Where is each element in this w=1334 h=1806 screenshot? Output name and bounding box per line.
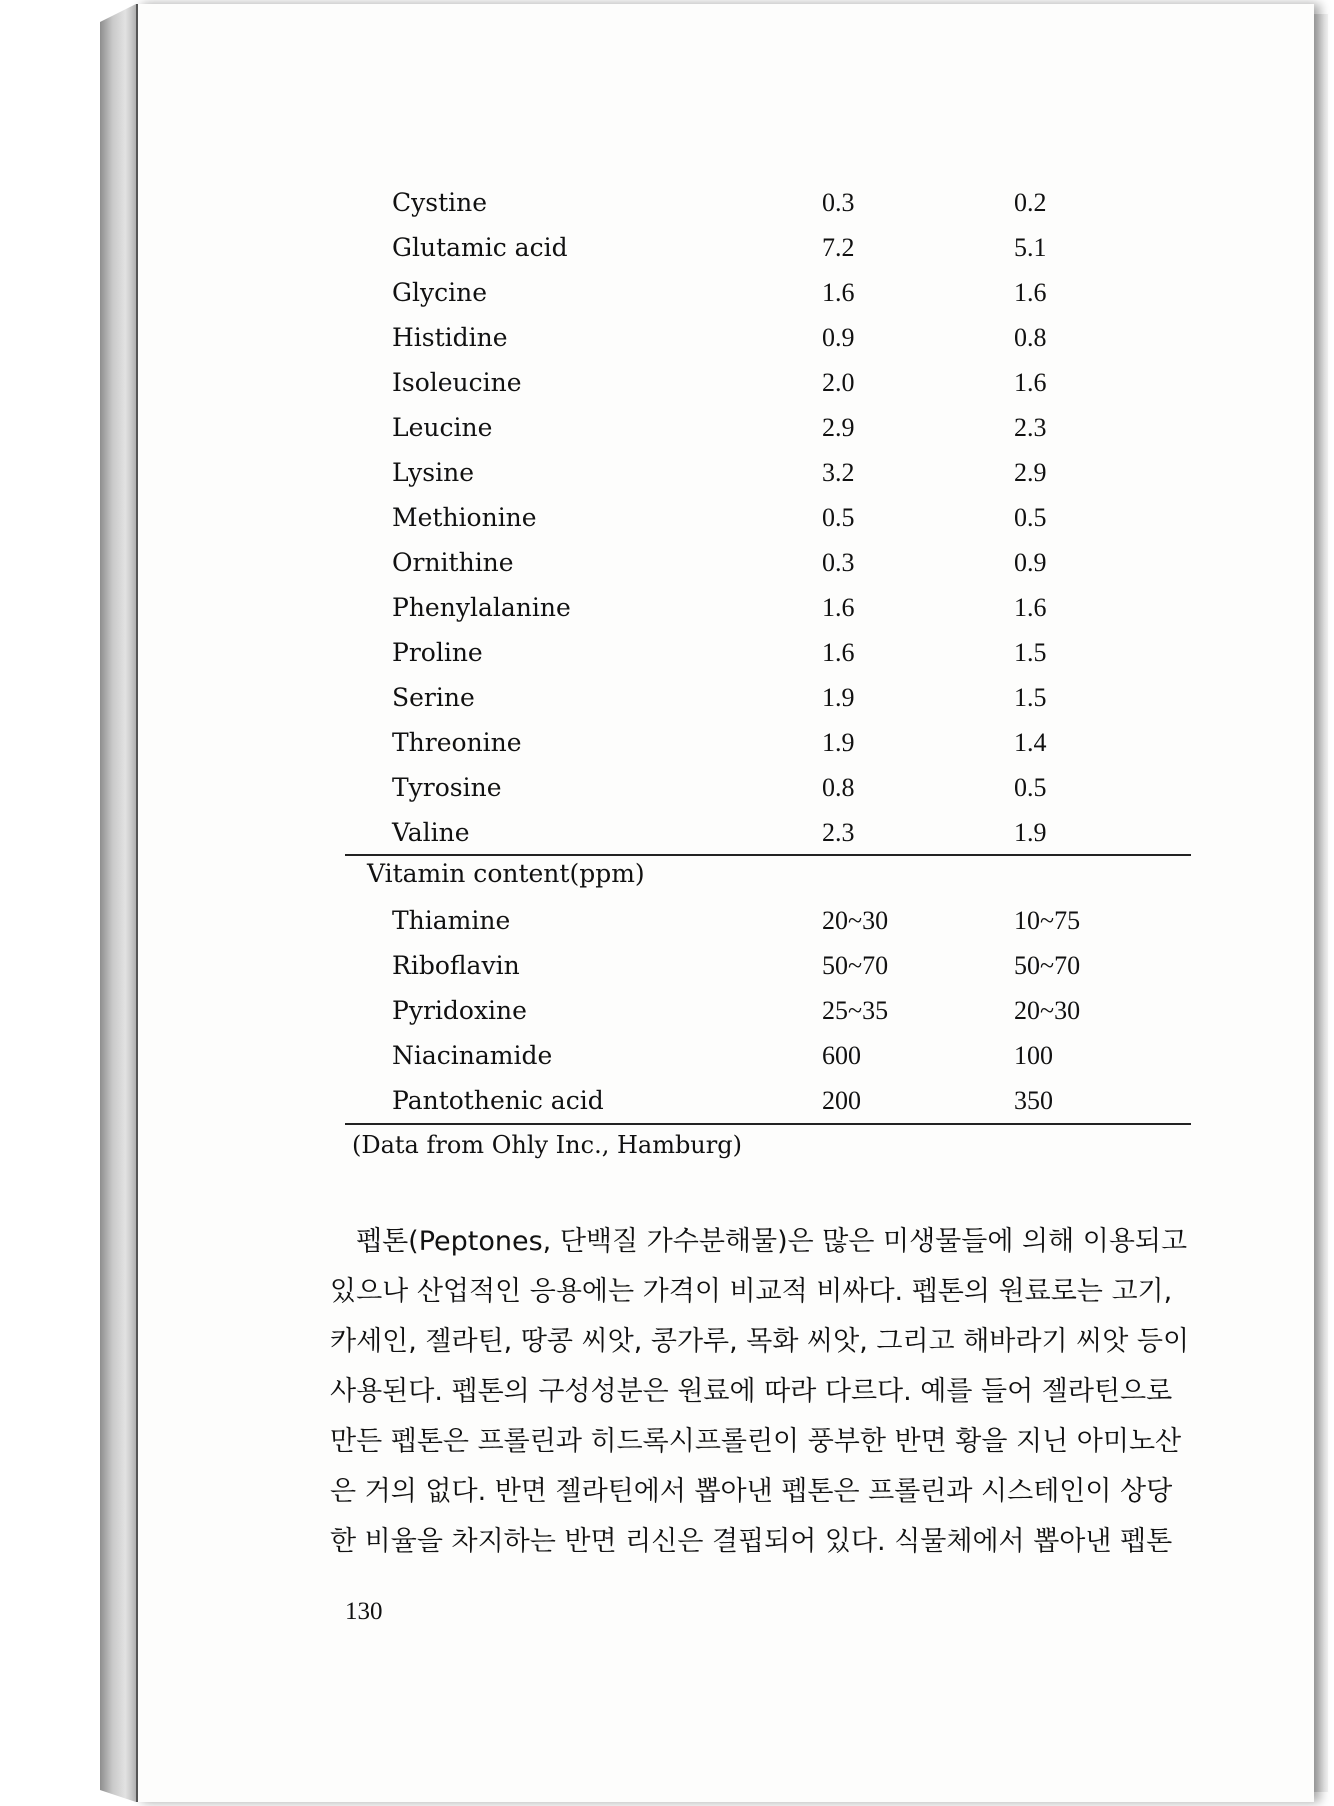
table-row bbox=[138, 988, 1314, 1033]
table-row bbox=[138, 270, 1314, 315]
row-value-2: 50~70 bbox=[1014, 951, 1081, 980]
table-row bbox=[138, 675, 1314, 720]
row-value-2: 350 bbox=[1014, 1086, 1053, 1115]
row-name: Isoleucine bbox=[392, 368, 522, 397]
row-value-2: 0.5 bbox=[1014, 503, 1047, 532]
row-name: Ornithine bbox=[392, 548, 514, 577]
table-row bbox=[138, 765, 1314, 810]
row-value-2: 1.5 bbox=[1014, 638, 1047, 667]
table-row bbox=[138, 898, 1314, 943]
row-name: Thiamine bbox=[392, 906, 511, 935]
row-name: Glycine bbox=[392, 278, 487, 307]
row-name: Histidine bbox=[392, 323, 508, 352]
table-row bbox=[138, 720, 1314, 765]
row-value-1: 3.2 bbox=[822, 458, 855, 487]
row-value-1: 2.3 bbox=[822, 818, 855, 847]
row-value-1: 600 bbox=[822, 1041, 861, 1070]
row-value-1: 1.6 bbox=[822, 278, 855, 307]
row-value-2: 5.1 bbox=[1014, 233, 1047, 262]
table-row bbox=[138, 1078, 1314, 1123]
row-value-2: 10~75 bbox=[1014, 906, 1081, 935]
row-name: Proline bbox=[392, 638, 483, 667]
row-value-2: 1.6 bbox=[1014, 368, 1047, 397]
row-value-1: 50~70 bbox=[822, 951, 889, 980]
row-value-1: 25~35 bbox=[822, 996, 889, 1025]
row-name: Tyrosine bbox=[392, 773, 502, 802]
book-spine bbox=[100, 4, 136, 1802]
row-name: Leucine bbox=[392, 413, 493, 442]
body-paragraph bbox=[330, 1217, 1200, 1567]
row-value-2: 20~30 bbox=[1014, 996, 1081, 1025]
row-value-1: 20~30 bbox=[822, 906, 889, 935]
table-row bbox=[138, 585, 1314, 630]
paragraph-line: 만든 펩톤은 프롤린과 히드록시프롤린이 풍부한 반면 황을 지닌 아미노산 bbox=[330, 1426, 1182, 1457]
row-value-1: 200 bbox=[822, 1086, 861, 1115]
table-row bbox=[138, 1033, 1314, 1078]
row-name: Cystine bbox=[392, 188, 488, 217]
row-value-1: 1.9 bbox=[822, 728, 855, 757]
table-row bbox=[138, 810, 1314, 855]
table-row bbox=[138, 630, 1314, 675]
paragraph-line: 한 비율을 차지하는 반면 리신은 결핍되어 있다. 식물체에서 뽑아낸 펩톤 bbox=[330, 1526, 1173, 1557]
row-value-2: 1.6 bbox=[1014, 593, 1047, 622]
table-row bbox=[138, 943, 1314, 988]
row-name: Pyridoxine bbox=[392, 996, 527, 1025]
table-row bbox=[138, 540, 1314, 585]
row-value-1: 0.9 bbox=[822, 323, 855, 352]
table-row bbox=[138, 360, 1314, 405]
row-value-1: 7.2 bbox=[822, 233, 855, 262]
row-value-2: 0.5 bbox=[1014, 773, 1047, 802]
row-name: Lysine bbox=[392, 458, 475, 487]
row-name: Phenylalanine bbox=[392, 593, 571, 622]
row-value-2: 0.9 bbox=[1014, 548, 1047, 577]
row-name: Glutamic acid bbox=[392, 233, 568, 262]
paragraph-line: 있으나 산업적인 응용에는 가격이 비교적 비싸다. 펩톤의 원료로는 고기, bbox=[330, 1276, 1173, 1307]
row-name: Riboflavin bbox=[392, 951, 520, 980]
row-value-1: 2.0 bbox=[822, 368, 855, 397]
row-value-1: 0.3 bbox=[822, 188, 855, 217]
row-value-1: 0.5 bbox=[822, 503, 855, 532]
row-value-2: 100 bbox=[1014, 1041, 1053, 1070]
source-note: (Data from Ohly Inc., Hamburg) bbox=[352, 1131, 742, 1159]
paragraph-line: 펩톤(Peptones, 단백질 가수분해물)은 많은 미생물들에 의해 이용되고 bbox=[356, 1226, 1188, 1257]
table-row bbox=[138, 315, 1314, 360]
row-value-2: 2.3 bbox=[1014, 413, 1047, 442]
row-name: Serine bbox=[392, 683, 475, 712]
paragraph-line: 은 거의 없다. 반면 젤라틴에서 뽑아낸 펩톤은 프롤린과 시스테인이 상당 bbox=[330, 1476, 1173, 1507]
book-page bbox=[136, 4, 1314, 1802]
row-value-2: 1.4 bbox=[1014, 728, 1047, 757]
row-name: Methionine bbox=[392, 503, 537, 532]
row-value-1: 0.8 bbox=[822, 773, 855, 802]
table-row bbox=[138, 495, 1314, 540]
row-name: Niacinamide bbox=[392, 1041, 553, 1070]
page-number: 130 bbox=[345, 1598, 383, 1625]
table-row bbox=[138, 405, 1314, 450]
row-value-1: 2.9 bbox=[822, 413, 855, 442]
row-value-2: 0.2 bbox=[1014, 188, 1047, 217]
paragraph-line: 카세인, 젤라틴, 땅콩 씨앗, 콩가루, 목화 씨앗, 그리고 해바라기 씨앗 등이 bbox=[330, 1326, 1190, 1357]
row-name: Valine bbox=[392, 818, 470, 847]
row-value-2: 1.6 bbox=[1014, 278, 1047, 307]
row-value-2: 1.9 bbox=[1014, 818, 1047, 847]
table-row bbox=[138, 450, 1314, 495]
vitamin-section-heading: Vitamin content(ppm) bbox=[367, 859, 645, 888]
table-row bbox=[138, 180, 1314, 225]
table-row bbox=[138, 225, 1314, 270]
row-value-1: 1.9 bbox=[822, 683, 855, 712]
row-value-1: 1.6 bbox=[822, 638, 855, 667]
row-name: Threonine bbox=[392, 728, 522, 757]
paragraph-line: 사용된다. 펩톤의 구성성분은 원료에 따라 다르다. 예를 들어 젤라틴으로 bbox=[330, 1376, 1173, 1407]
row-value-2: 2.9 bbox=[1014, 458, 1047, 487]
row-value-2: 0.8 bbox=[1014, 323, 1047, 352]
row-value-2: 1.5 bbox=[1014, 683, 1047, 712]
row-name: Pantothenic acid bbox=[392, 1086, 604, 1115]
row-value-1: 0.3 bbox=[822, 548, 855, 577]
page-edge bbox=[1312, 14, 1328, 1792]
row-value-1: 1.6 bbox=[822, 593, 855, 622]
